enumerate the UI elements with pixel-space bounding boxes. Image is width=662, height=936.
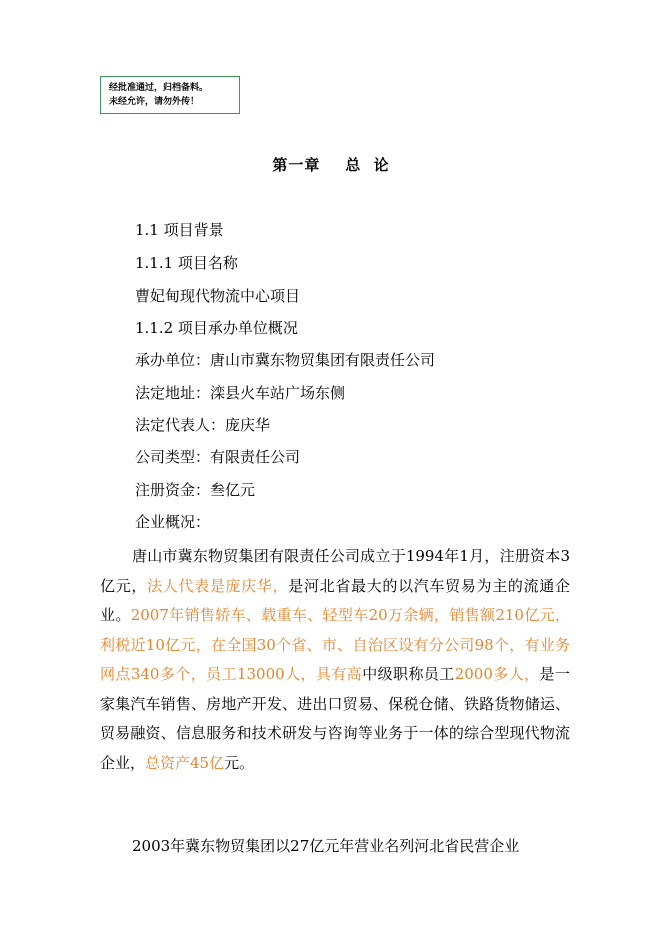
chapter-title: 第一章 总 论 (272, 156, 390, 174)
overview-text-2: 是河北省最大的以汽车贸易为主的流通企业。 (100, 576, 570, 624)
overview-highlight-3: 2000多人， (454, 665, 540, 683)
overview-highlight-4: 总资产45亿 (145, 753, 225, 772)
overview-text-1: 唐山市冀东物贸集团有限责任公司成立于1994年1月，注册资本3亿元， (100, 547, 570, 595)
overview-highlight-2: 2007年销售轿车、载重车、轻型车20万余辆，销售额210亿元，利税近10亿元，在全国30个省、市、自治区设有分公司98个，有业务网点340多个，员工13000人，具有高 (100, 606, 570, 683)
capital-line: 注册资金：叁亿元 (135, 481, 256, 499)
overview-text-5: 元。 (224, 753, 255, 772)
archive-stamp (100, 76, 240, 114)
section-heading-1-1-2: 1.1.2 项目承办单位概况 (135, 319, 298, 337)
overview-paragraph (100, 542, 570, 778)
stamp-line-1: 经批准通过，归档备料。 (109, 83, 209, 93)
undertaker-line: 承办单位：唐山市冀东物贸集团有限责任公司 (135, 351, 436, 369)
stamp-line-2: 未经允许，请勿外传！ (109, 97, 200, 107)
section-heading-1-1-1: 1.1.1 项目名称 (135, 254, 238, 272)
address-line: 法定地址：滦县火车站广场东侧 (135, 384, 346, 402)
project-name: 曹妃甸现代物流中心项目 (135, 287, 301, 305)
section-heading-1-1: 1.1 项目背景 (135, 221, 224, 239)
company-type-line: 公司类型：有限责任公司 (135, 448, 301, 466)
overview-text-4: 是一家集汽车销售、房地产开发、进出口贸易、保税仓储、铁路货物储运、贸易融资、信息服务和技术研发与咨询等业务于一体的综合型现代物流企业， (100, 665, 570, 772)
legal-rep-line: 法定代表人：庞庆华 (135, 416, 271, 434)
overview-label: 企业概况： (135, 513, 211, 531)
overview-highlight-1: 法人代表是庞庆华， (147, 576, 289, 595)
overview-text-3: 中级职称员工 (362, 665, 455, 683)
overview-paragraph-2: 2003年冀东物贸集团以27亿元年营业名列河北省民营企业 (132, 837, 520, 855)
